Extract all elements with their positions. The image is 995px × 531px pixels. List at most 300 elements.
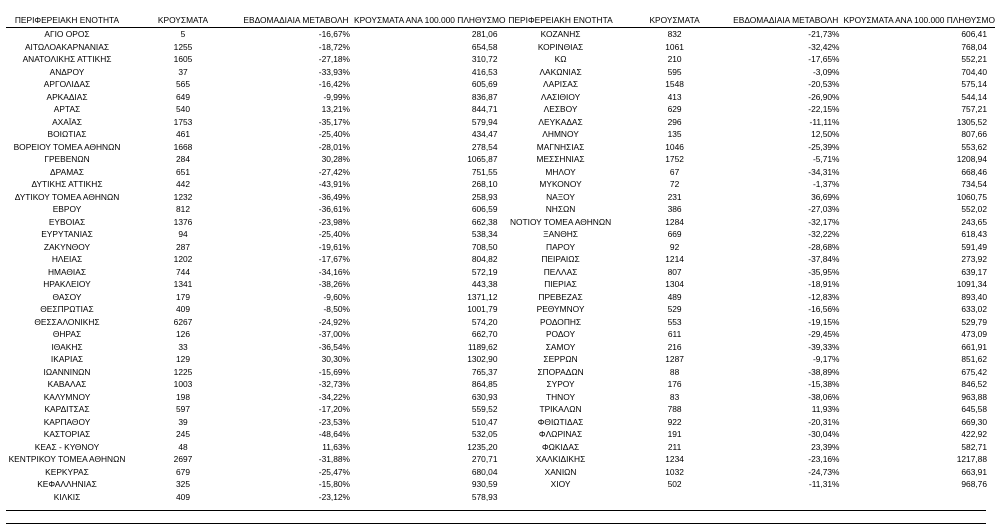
table-row	[500, 428, 995, 441]
table-row	[500, 441, 995, 454]
cell-cases-per-100k: 968,76	[961, 479, 987, 489]
cell-weekly-change: -38,89%	[808, 366, 840, 377]
table-row	[6, 91, 505, 104]
cell-weekly-change: -27,03%	[808, 204, 840, 214]
bottom-rule	[6, 510, 986, 511]
cell-cases-per-100k: 1302,90	[467, 354, 498, 364]
cell-cases: 5	[180, 29, 186, 39]
cell-weekly-change: -16,56%	[808, 304, 840, 314]
cell-weekly-change: -36,61%	[318, 204, 350, 214]
cell-regional-unit: ΑΝΑΤΟΛΙΚΗΣ ΑΤΤΙΚΗΣ	[22, 54, 112, 64]
cell-weekly-change: -37,84%	[808, 254, 840, 264]
cell-cases-per-100k: 591,49	[961, 241, 987, 252]
cell-cases-per-100k: 605,69	[471, 79, 498, 89]
cell-regional-unit: ΛΕΥΚΑΔΑΣ	[538, 116, 583, 127]
cell-regional-unit: ΣΕΡΡΩΝ	[543, 354, 578, 364]
cell-cases: 502	[667, 479, 682, 489]
table-row	[6, 416, 505, 429]
cell-cases: 812	[176, 204, 190, 214]
cell-regional-unit: ΞΑΝΘΗΣ	[543, 229, 578, 239]
cell-weekly-change: -23,98%	[318, 216, 350, 227]
cell-regional-unit: ΑΧΑΪΑΣ	[52, 116, 82, 127]
cell-weekly-change: -36,54%	[318, 341, 350, 352]
cell-weekly-change: -5,71%	[812, 154, 840, 164]
cell-weekly-change: -20,53%	[808, 79, 840, 89]
cell-regional-unit: ΚΟΖΑΝΗΣ	[540, 29, 581, 39]
cell-regional-unit: ΒΟΡΕΙΟΥ ΤΟΜΕΑ ΑΘΗΝΩΝ	[13, 141, 121, 152]
cell-weekly-change: -3,09%	[812, 66, 840, 77]
cell-cases: 37	[178, 66, 188, 77]
cell-weekly-change: -32,42%	[808, 41, 840, 52]
table-row	[6, 316, 505, 329]
cell-cases-per-100k: 310,72	[471, 54, 498, 64]
table-row	[500, 278, 995, 291]
cell-cases: 1668	[173, 141, 193, 152]
table-row	[500, 291, 995, 304]
cell-weekly-change: -36,49%	[318, 191, 350, 202]
table-row	[6, 103, 505, 116]
table-row	[6, 478, 505, 491]
cell-weekly-change: -32,73%	[318, 379, 350, 389]
cell-regional-unit: ΠΙΕΡΙΑΣ	[544, 279, 577, 289]
cell-weekly-change: -11,31%	[808, 479, 840, 489]
cell-cases-per-100k: 278,54	[471, 141, 498, 152]
cell-weekly-change: -27,42%	[318, 166, 350, 177]
cell-cases: 553	[667, 316, 682, 327]
cell-weekly-change: 30,30%	[321, 354, 350, 364]
cell-cases-per-100k: 645,58	[961, 404, 987, 414]
cell-cases: 126	[176, 329, 190, 339]
cell-regional-unit: ΑΡΤΑΣ	[53, 104, 81, 114]
cell-cases-per-100k: 662,38	[471, 216, 498, 227]
cell-cases: 179	[176, 291, 190, 302]
cell-regional-unit: ΘΕΣΣΑΛΟΝΙΚΗΣ	[34, 316, 100, 327]
cell-cases: 39	[178, 416, 188, 427]
cell-regional-unit: ΡΟΔΟΠΗΣ	[539, 316, 582, 327]
cell-cases: 832	[667, 29, 682, 39]
cell-cases-per-100k: 963,88	[961, 391, 987, 402]
cell-cases: 1376	[173, 216, 193, 227]
table-row	[500, 78, 995, 91]
header-cases: ΚΡΟΥΣΜΑΤΑ	[621, 14, 728, 28]
table-row	[500, 153, 995, 166]
cell-regional-unit: ΒΟΙΩΤΙΑΣ	[47, 129, 87, 139]
cell-weekly-change: -38,26%	[318, 279, 350, 289]
cell-regional-unit: ΣΥΡΟΥ	[546, 379, 575, 389]
table-row	[500, 41, 995, 54]
cell-cases: 210	[667, 54, 682, 64]
cell-weekly-change: -34,16%	[318, 266, 350, 277]
table-row	[500, 116, 995, 129]
cell-regional-unit: ΘΗΡΑΣ	[52, 329, 82, 339]
cell-cases: 1255	[173, 41, 193, 52]
cell-cases-per-100k: 552,02	[961, 204, 987, 214]
header-weekly-change: ΕΒΔΟΜΑΔΙΑΙΑ ΜΕΤΑΒΟΛΗ	[728, 14, 843, 28]
table-row	[500, 341, 995, 354]
cell-cases: 67	[669, 166, 680, 177]
cell-cases: 48	[178, 441, 188, 452]
cell-cases-per-100k: 661,91	[961, 341, 987, 352]
cell-cases-per-100k: 864,85	[471, 379, 498, 389]
table-row	[6, 241, 505, 254]
cell-regional-unit: ΔΥΤΙΚΟΥ ΤΟΜΕΑ ΑΘΗΝΩΝ	[14, 191, 120, 202]
cell-cases-per-100k: 268,10	[471, 179, 498, 189]
cell-regional-unit: ΝΗΣΩΝ	[545, 204, 576, 214]
table-row	[500, 241, 995, 254]
cell-cases: 807	[667, 266, 682, 277]
cell-cases-per-100k: 582,71	[961, 441, 987, 452]
cell-regional-unit: ΛΑΣΙΘΙΟΥ	[540, 91, 581, 102]
header-cases-per-100k: ΚΡΟΥΣΜΑΤΑ ΑΝΑ 100.000 ΠΛΗΘΥΣΜΟ	[843, 14, 995, 28]
cell-cases-per-100k: 633,02	[961, 304, 987, 314]
cell-cases-per-100k: 578,93	[471, 491, 498, 502]
cell-cases-per-100k: 1001,79	[467, 304, 498, 314]
cell-cases: 1304	[665, 279, 684, 289]
cell-weekly-change: -22,15%	[808, 104, 840, 114]
cell-cases-per-100k: 846,52	[961, 379, 987, 389]
table-row	[6, 28, 505, 41]
cell-weekly-change: -48,64%	[318, 429, 350, 439]
table-row	[500, 478, 995, 491]
cell-cases-per-100k: 768,04	[961, 41, 987, 52]
cell-regional-unit: ΙΚΑΡΙΑΣ	[50, 354, 84, 364]
cell-weekly-change: -16,42%	[318, 79, 350, 89]
cell-weekly-change: -23,16%	[808, 454, 840, 464]
cell-regional-unit: ΚΑΒΑΛΑΣ	[47, 379, 87, 389]
cell-weekly-change: -32,22%	[808, 229, 840, 239]
cell-regional-unit: ΑΓΙΟ ΟΡΟΣ	[44, 29, 90, 39]
table-row	[6, 291, 505, 304]
cell-regional-unit: ΛΑΡΙΣΑΣ	[543, 79, 579, 89]
left-data-table	[6, 14, 505, 503]
cell-cases: 88	[669, 366, 680, 377]
cell-cases-per-100k: 606,41	[961, 29, 987, 39]
cell-weekly-change: 23,39%	[811, 441, 840, 452]
cell-weekly-change: -35,95%	[808, 266, 840, 277]
right-data-table	[500, 14, 995, 491]
table-row	[6, 491, 505, 504]
cell-cases-per-100k: 1189,62	[467, 341, 498, 352]
cell-weekly-change: -18,91%	[808, 279, 840, 289]
cell-regional-unit: ΔΡΑΜΑΣ	[50, 166, 84, 177]
cell-cases-per-100k: 443,38	[471, 279, 498, 289]
cell-cases: 1214	[665, 254, 684, 264]
table-row	[6, 441, 505, 454]
cell-cases: 788	[667, 404, 682, 414]
left-table-block	[6, 14, 505, 503]
cell-regional-unit: ΗΛΕΙΑΣ	[51, 254, 83, 264]
cell-regional-unit: ΗΜΑΘΙΑΣ	[47, 266, 87, 277]
cell-regional-unit: ΤΗΝΟΥ	[546, 391, 576, 402]
cell-regional-unit: ΙΩΑΝΝΙΝΩΝ	[43, 366, 91, 377]
cell-regional-unit: ΑΡΚΑΔΙΑΣ	[46, 91, 88, 102]
cell-weekly-change: 30,28%	[321, 154, 350, 164]
cell-regional-unit: ΧΑΝΙΩΝ	[544, 466, 577, 477]
cell-regional-unit: ΕΥΒΟΙΑΣ	[48, 216, 86, 227]
cell-cases: 1003	[173, 379, 193, 389]
table-row	[6, 253, 505, 266]
cell-weekly-change: -21,73%	[808, 29, 840, 39]
table-row	[6, 178, 505, 191]
cell-weekly-change: -15,69%	[318, 366, 350, 377]
cell-cases-per-100k: 532,05	[471, 429, 498, 439]
cell-cases: 744	[176, 266, 190, 277]
table-row	[500, 103, 995, 116]
cell-cases-per-100k: 258,93	[471, 191, 498, 202]
cell-cases: 1225	[173, 366, 193, 377]
table-row	[6, 341, 505, 354]
cell-cases: 6267	[173, 316, 193, 327]
cell-cases: 135	[667, 129, 682, 139]
cell-regional-unit: ΠΑΡΟΥ	[546, 241, 576, 252]
table-row	[500, 328, 995, 341]
cell-cases-per-100k: 538,34	[471, 229, 498, 239]
cell-weekly-change: -34,22%	[318, 391, 350, 402]
cell-regional-unit: ΚΟΡΙΝΘΙΑΣ	[537, 41, 584, 52]
cell-cases-per-100k: 281,06	[471, 29, 498, 39]
cell-cases-per-100k: 552,21	[961, 54, 987, 64]
cell-regional-unit: ΚΑΣΤΟΡΙΑΣ	[43, 429, 91, 439]
cell-regional-unit: ΤΡΙΚΑΛΩΝ	[539, 404, 582, 414]
cell-cases-per-100k: 1065,87	[467, 154, 498, 164]
header-cases: ΚΡΟΥΣΜΑΤΑ	[128, 14, 238, 28]
header-regional-unit: ΠΕΡΙΦΕΡΕΙΑΚΗ ΕΝΟΤΗΤΑ	[6, 14, 128, 28]
cell-weekly-change: -35,17%	[318, 116, 350, 127]
cell-weekly-change: -17,67%	[318, 254, 350, 264]
cell-regional-unit: ΚΑΛΥΜΝΟΥ	[43, 391, 91, 402]
cell-regional-unit: ΑΡΓΟΛΙΔΑΣ	[43, 79, 91, 89]
cell-weekly-change: 36,69%	[811, 191, 840, 202]
cell-cases-per-100k: 680,04	[471, 466, 498, 477]
cell-cases: 595	[667, 66, 682, 77]
cell-weekly-change: -25,47%	[318, 466, 350, 477]
cell-cases-per-100k: 1091,34	[956, 279, 987, 289]
cell-regional-unit: ΛΕΣΒΟΥ	[543, 104, 578, 114]
table-row	[6, 141, 505, 154]
cell-cases-per-100k: 529,79	[961, 316, 987, 327]
cell-cases-per-100k: 669,30	[961, 416, 987, 427]
cell-cases: 669	[667, 229, 682, 239]
table-row	[6, 391, 505, 404]
cell-regional-unit: ΑΝΔΡΟΥ	[49, 66, 85, 77]
cell-weekly-change: -32,17%	[808, 216, 840, 227]
cell-cases-per-100k: 1208,94	[956, 154, 987, 164]
cell-regional-unit: ΝΑΞΟΥ	[546, 191, 575, 202]
cell-cases-per-100k: 751,55	[471, 166, 498, 177]
cell-cases: 489	[667, 291, 682, 302]
cell-regional-unit: ΠΕΛΛΑΣ	[543, 266, 578, 277]
cell-cases-per-100k: 1305,52	[956, 116, 987, 127]
cell-regional-unit: ΦΩΚΙΔΑΣ	[541, 441, 580, 452]
cell-weekly-change: -29,45%	[808, 329, 840, 339]
table-row	[500, 378, 995, 391]
cell-regional-unit: ΘΕΣΠΡΩΤΙΑΣ	[40, 304, 94, 314]
cell-cases-per-100k: 757,21	[961, 104, 987, 114]
cell-weekly-change: -28,68%	[808, 241, 840, 252]
cell-cases: 1287	[665, 354, 684, 364]
table-row	[500, 178, 995, 191]
cell-weekly-change: -15,38%	[808, 379, 840, 389]
table-row	[6, 228, 505, 241]
cell-cases-per-100k: 579,94	[471, 116, 498, 127]
cell-cases-per-100k: 606,59	[471, 204, 498, 214]
cell-regional-unit: ΦΛΩΡΙΝΑΣ	[538, 429, 583, 439]
cell-cases: 461	[176, 129, 190, 139]
cell-cases: 529	[667, 304, 682, 314]
table-row	[6, 191, 505, 204]
table-row	[6, 366, 505, 379]
cell-cases: 1032	[665, 466, 684, 477]
table-row	[500, 53, 995, 66]
cell-cases: 649	[176, 91, 190, 102]
cell-regional-unit: ΙΘΑΚΗΣ	[51, 341, 83, 352]
right-table-body	[500, 28, 995, 491]
table-row	[6, 303, 505, 316]
cell-cases: 565	[176, 79, 190, 89]
table-row	[6, 216, 505, 229]
cell-regional-unit: ΧΙΟΥ	[550, 479, 571, 489]
cell-regional-unit: ΚΑΡΔΙΤΣΑΣ	[44, 404, 90, 414]
cell-regional-unit: ΕΒΡΟΥ	[52, 204, 82, 214]
cell-weekly-change: -8,50%	[323, 304, 350, 314]
cell-cases: 1605	[173, 54, 193, 64]
cell-weekly-change: -18,72%	[318, 41, 350, 52]
cell-weekly-change: 12,50%	[811, 129, 840, 139]
table-row	[500, 316, 995, 329]
cell-weekly-change: -12,83%	[808, 291, 840, 302]
cell-weekly-change: -25,40%	[318, 229, 350, 239]
cell-weekly-change: -39,33%	[808, 341, 840, 352]
cell-cases-per-100k: 559,52	[471, 404, 498, 414]
cell-weekly-change: 11,93%	[811, 404, 840, 414]
cell-weekly-change: -26,90%	[808, 91, 840, 102]
cell-weekly-change: -24,73%	[808, 466, 840, 477]
cell-regional-unit: ΚΙΛΚΙΣ	[53, 491, 81, 502]
cell-cases: 540	[176, 104, 190, 114]
table-row	[500, 366, 995, 379]
cell-cases-per-100k: 704,40	[961, 66, 987, 77]
cell-cases-per-100k: 416,53	[471, 66, 498, 77]
table-row	[500, 391, 995, 404]
cell-cases: 629	[667, 104, 682, 114]
cell-weekly-change: -16,67%	[318, 29, 350, 39]
table-row	[500, 303, 995, 316]
table-row	[500, 453, 995, 466]
left-table-body	[6, 28, 505, 504]
cell-cases: 1752	[665, 154, 684, 164]
table-row	[6, 166, 505, 179]
cell-cases-per-100k: 630,93	[471, 391, 498, 402]
cell-weekly-change: -37,00%	[318, 329, 350, 339]
table-row	[6, 278, 505, 291]
table-row	[500, 203, 995, 216]
table-row	[6, 41, 505, 54]
cell-regional-unit: ΑΙΤΩΛΟΑΚΑΡΝΑΝΙΑΣ	[24, 41, 110, 52]
cell-regional-unit: ΜΥΚΟΝΟΥ	[539, 179, 582, 189]
cell-cases: 1341	[173, 279, 193, 289]
cell-weekly-change: -31,88%	[318, 454, 350, 464]
table-row	[6, 53, 505, 66]
cell-cases: 83	[669, 391, 680, 402]
cell-regional-unit: ΕΥΡΥΤΑΝΙΑΣ	[41, 229, 93, 239]
cell-regional-unit: ΚΕΡΚΥΡΑΣ	[45, 466, 89, 477]
cell-cases: 611	[667, 329, 682, 339]
cell-cases: 597	[176, 404, 190, 414]
table-row	[500, 353, 995, 366]
cell-cases-per-100k: 422,92	[961, 429, 987, 439]
cell-cases-per-100k: 734,54	[961, 179, 987, 189]
cell-cases: 94	[178, 229, 188, 239]
cell-regional-unit: ΦΘΙΩΤΙΔΑΣ	[537, 416, 584, 427]
table-row	[6, 428, 505, 441]
cell-weekly-change: -19,15%	[808, 316, 840, 327]
cell-weekly-change: -43,91%	[318, 179, 350, 189]
cell-cases: 176	[667, 379, 682, 389]
cell-cases: 413	[667, 91, 682, 102]
cell-cases-per-100k: 844,71	[471, 104, 498, 114]
cell-cases-per-100k: 804,82	[471, 254, 498, 264]
cell-cases: 1548	[665, 79, 684, 89]
cell-regional-unit: ΘΑΣΟΥ	[52, 291, 82, 302]
cell-cases-per-100k: 1235,20	[467, 441, 498, 452]
cell-regional-unit: ΚΕΑΣ - ΚΥΘΝΟΥ	[34, 441, 100, 452]
right-header-row	[500, 14, 995, 28]
cell-cases-per-100k: 575,14	[961, 79, 987, 89]
table-row	[500, 166, 995, 179]
cell-cases: 1232	[173, 191, 193, 202]
cell-cases: 129	[176, 354, 190, 364]
table-row	[6, 466, 505, 479]
cell-cases-per-100k: 273,92	[961, 254, 987, 264]
cell-cases-per-100k: 1060,75	[956, 191, 987, 202]
cell-regional-unit: ΓΡΕΒΕΝΩΝ	[44, 154, 90, 164]
table-row	[6, 66, 505, 79]
right-table-block	[500, 14, 995, 491]
cell-weekly-change: -30,04%	[808, 429, 840, 439]
cell-cases-per-100k: 243,65	[961, 216, 987, 227]
cell-weekly-change: -33,93%	[318, 66, 350, 77]
cell-cases: 1046	[665, 141, 684, 152]
table-row	[500, 228, 995, 241]
cell-cases: 92	[669, 241, 680, 252]
header-cases-per-100k: ΚΡΟΥΣΜΑΤΑ ΑΝΑ 100.000 ΠΛΗΘΥΣΜΟ	[354, 14, 505, 28]
cell-weekly-change: -23,12%	[318, 491, 350, 502]
table-row	[6, 378, 505, 391]
cell-cases-per-100k: 473,09	[961, 329, 987, 339]
cell-cases-per-100k: 930,59	[471, 479, 498, 489]
cell-weekly-change: -1,37%	[812, 179, 840, 189]
cell-cases: 216	[667, 341, 682, 352]
cell-cases: 198	[176, 391, 190, 402]
header-weekly-change: ΕΒΔΟΜΑΔΙΑΙΑ ΜΕΤΑΒΟΛΗ	[238, 14, 354, 28]
cell-cases-per-100k: 1217,88	[956, 454, 987, 464]
cell-cases-per-100k: 510,47	[471, 416, 498, 427]
cell-cases: 287	[176, 241, 190, 252]
cell-cases-per-100k: 553,62	[961, 141, 987, 152]
cell-regional-unit: ΚΩ	[554, 54, 567, 64]
table-row	[6, 453, 505, 466]
cell-cases: 33	[178, 341, 188, 352]
cell-cases: 296	[667, 116, 682, 127]
cell-weekly-change: -20,31%	[808, 416, 840, 427]
cell-regional-unit: ΚΑΡΠΑΘΟΥ	[43, 416, 91, 427]
cell-cases-per-100k: 675,42	[961, 366, 987, 377]
cell-cases-per-100k: 654,58	[471, 41, 498, 52]
cell-regional-unit: ΣΑΜΟΥ	[545, 341, 576, 352]
cell-regional-unit: ΚΕΦΑΛΛΗΝΙΑΣ	[37, 479, 97, 489]
cell-cases: 1753	[173, 116, 193, 127]
cell-regional-unit: ΛΑΚΩΝΙΑΣ	[539, 66, 582, 77]
